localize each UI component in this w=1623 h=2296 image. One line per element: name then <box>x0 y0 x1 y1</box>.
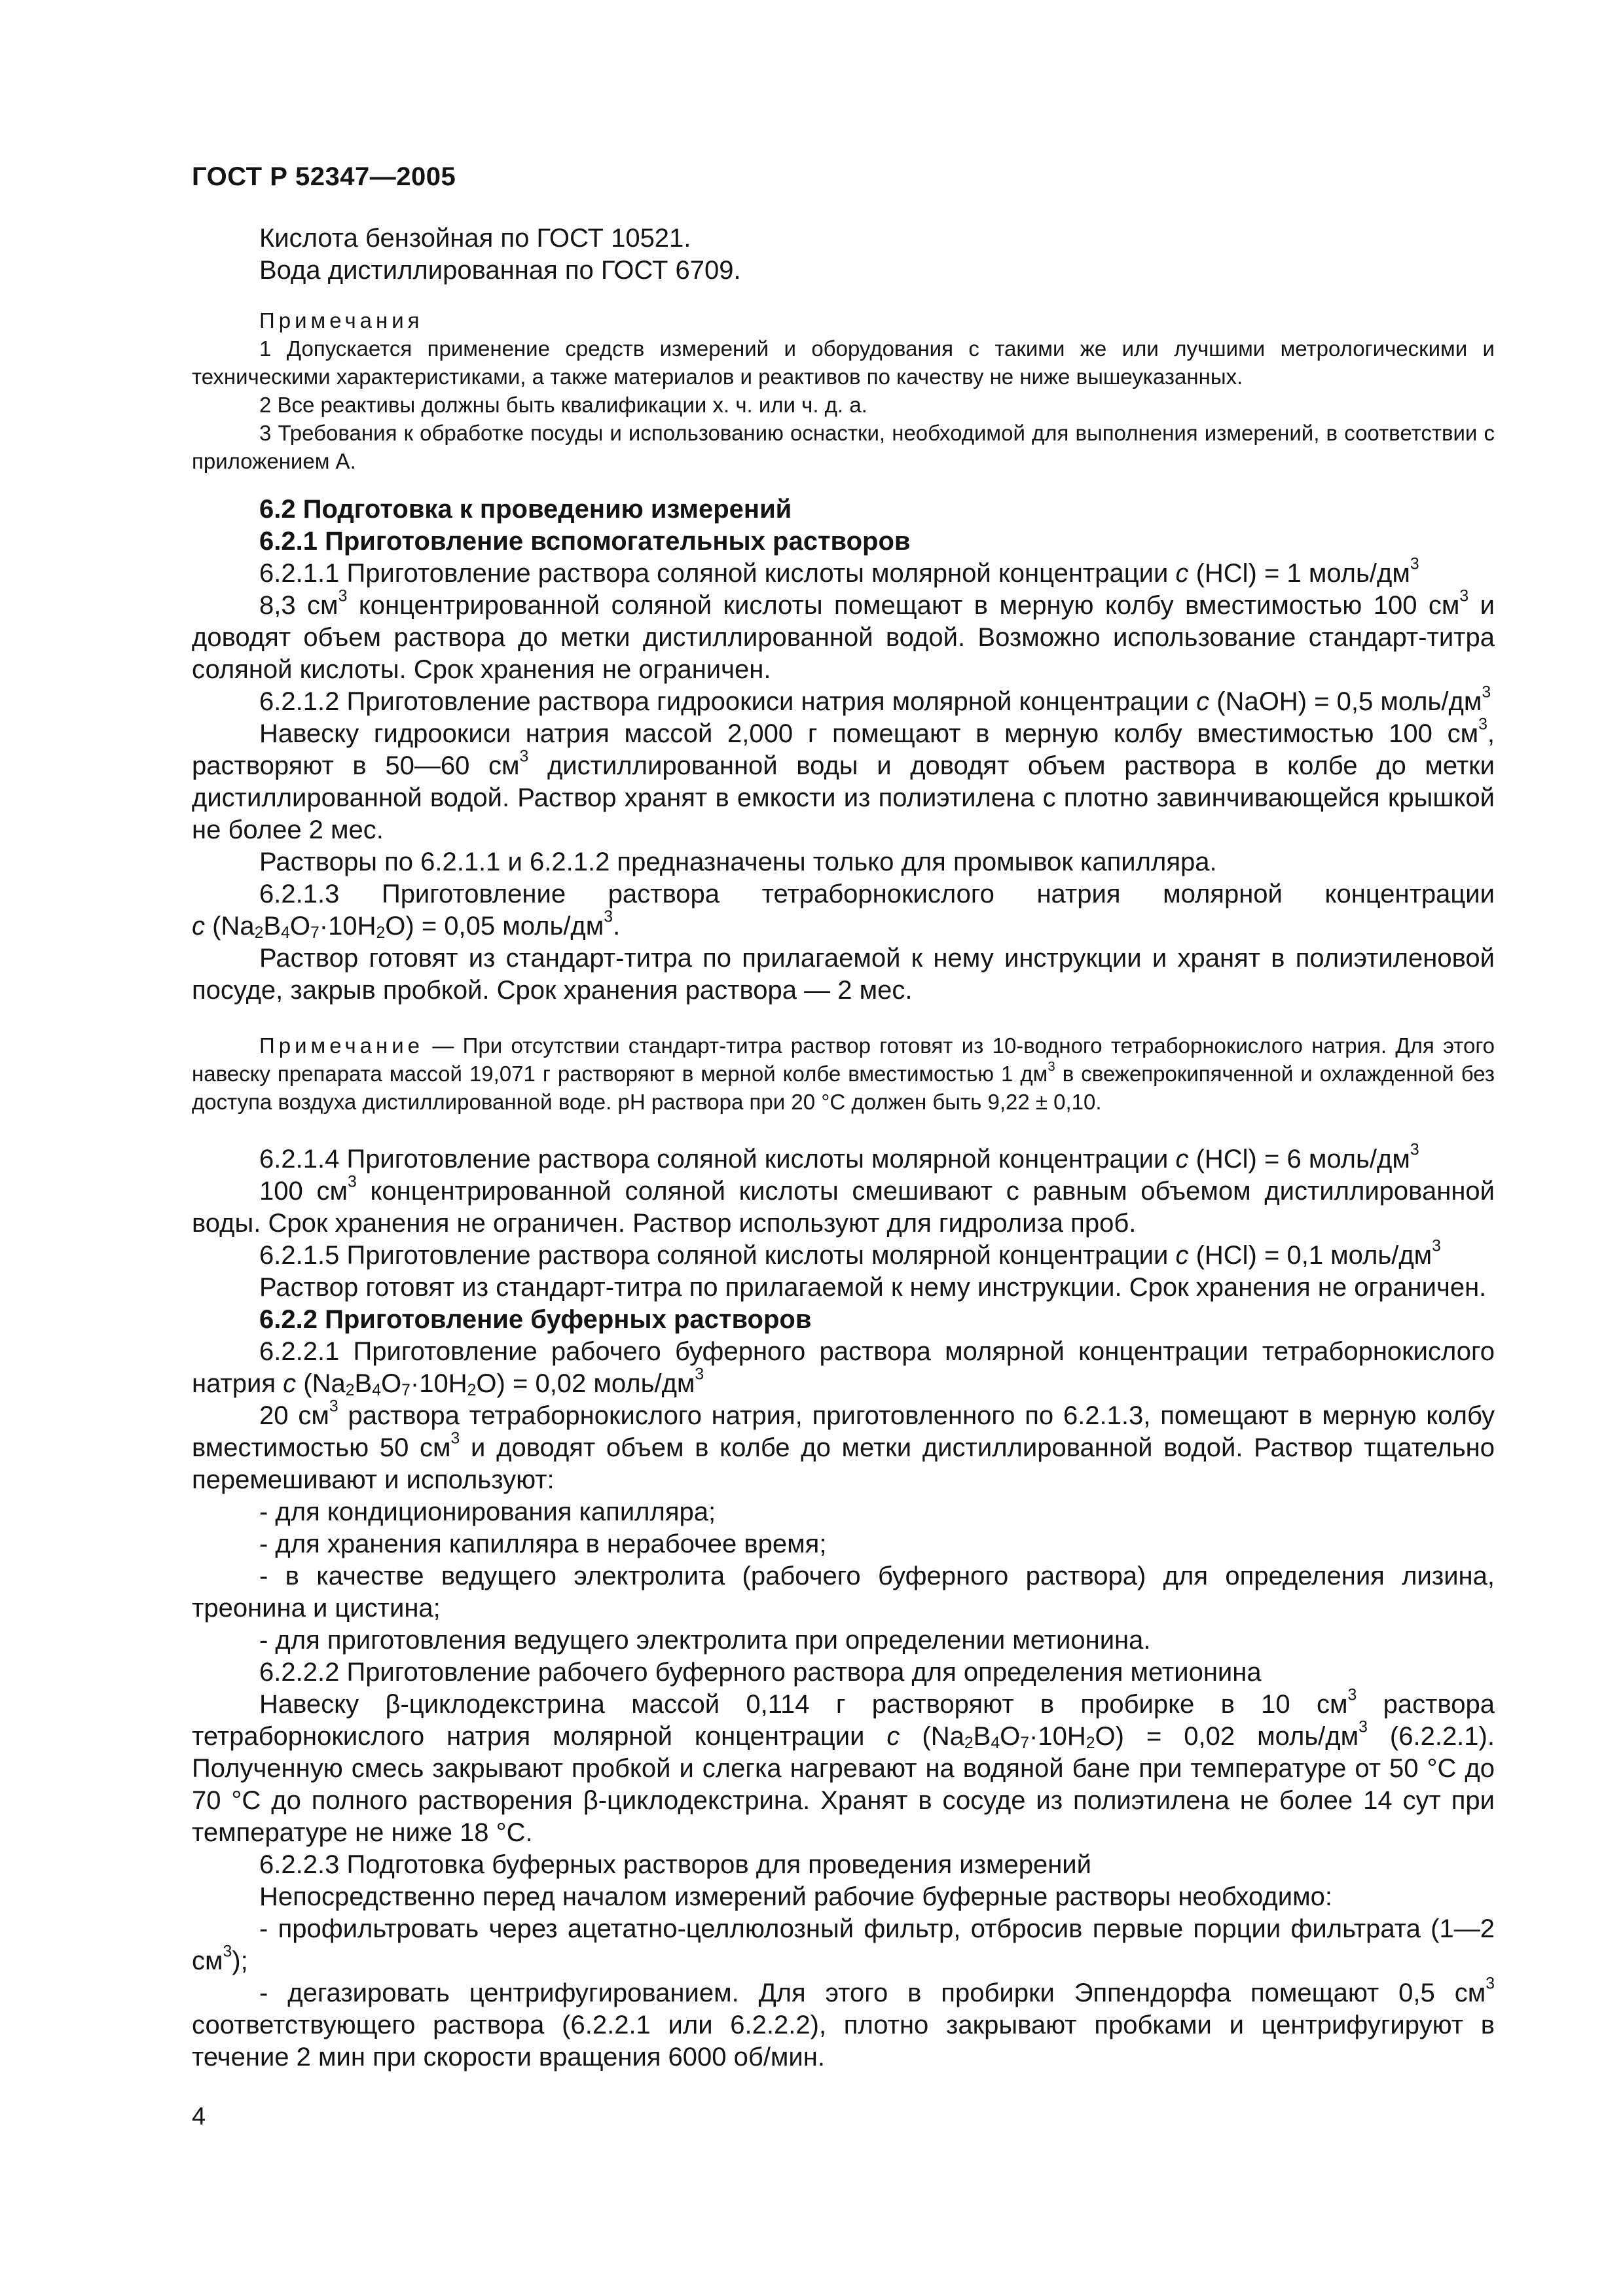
note-item-3: 3 Требования к обработке посуды и использованию оснастки, необходимой для выполнения измерений, в соответствии с приложением А. <box>192 421 1495 473</box>
clause-6-2-2-2-body: Навеску β-циклодекстрина массой 0,114 г растворяют в пробирке в 10 $см^3$ раствора тетраборнокислого натрия молярной концентрации c $(Na_2B_4O_7\cdot 10H_2O) = 0,02$ моль/$дм^3$ (6.2.2.1). Полученную смесь закрывают пробкой и слегка нагревают на водяной бане при температуре от 50 °C до 70 °C до полного растворения β-циклодекстрина. Хранят в сосуде из полиэтилена не более 14 сут при температуре не ниже 18 °C. <box>192 1686 1495 1847</box>
list-item: - профильтровать через ацетатно-целлюлозный фильтр, отбросив первые порции фильтрата (1—2 $см^3$); <box>192 1914 1495 1975</box>
document-header: ГОСТ Р 52347—2005 <box>192 162 456 191</box>
clause-6-2-1-4-title: 6.2.1.4 Приготовление раствора соляной кислоты молярной концентрации c (HCl) = 6 моль/$дм^3$ <box>259 1141 1419 1174</box>
page-body <box>192 223 1495 2073</box>
clause-6-2-1-3-formula: c $(Na_2B_4O_7\cdot 10H_2O) = 0,05$ моль/$дм^3$. <box>192 908 621 942</box>
reagent-benzoic-acid: Кислота бензойная по ГОСТ 10521. <box>259 224 691 253</box>
list-item: - для хранения капилляра в нерабочее время; <box>259 1530 827 1558</box>
page-number: 4 <box>192 2103 206 2130</box>
note-item-1: 1 Допускается применение средств измерений и оборудования с такими же или лучшими метрологическими и техническими характеристиками, а также материалов и реактивов по качеству не ниже вышеуказанных. <box>192 336 1495 389</box>
clause-6-2-2-3-title: 6.2.2.3 Подготовка буферных растворов для проведения измерений <box>259 1850 1091 1879</box>
section-heading-6-2: 6.2 Подготовка к проведению измерений <box>259 495 792 524</box>
reagent-distilled-water: Вода дистиллированная по ГОСТ 6709. <box>259 256 741 285</box>
clause-6-2-1-5-body: Раствор готовят из стандарт-титра по прилагаемой к нему инструкции. Срок хранения не ограничен. <box>259 1273 1487 1302</box>
list-item: - дегазировать центрифугированием. Для этого в пробирки Эппендорфа помещают 0,5 $см^3$ соответствующего раствора (6.2.2.1 или 6.2.2.2), плотно закрывают пробками и центрифугируют в течение 2 мин при скорости вращения 6000 об/мин. <box>192 1975 1495 2072</box>
clause-6-2-2-1-body: 20 $см^3$ раствора тетраборнокислого натрия, приготовленного по 6.2.1.3, помещают в мерную колбу вместимостью 50 $см^3$ и доводят объем в колбе до метки дистиллированной водой. Раствор тщательно перемешивают и используют: <box>192 1397 1495 1494</box>
section-heading-6-2-1: 6.2.1 Приготовление вспомогательных растворов <box>259 527 911 556</box>
clause-6-2-2-1-title: 6.2.2.1 Приготовление рабочего буферного раствора молярной концентрации тетраборнокислого натрия c $(Na_2B_4O_7\cdot 10H_2O) = 0,02$ моль/$дм^3$ <box>192 1337 1495 1399</box>
clause-6-2-2-2-title: 6.2.2.2 Приготовление рабочего буферного раствора для определения метионина <box>259 1658 1262 1687</box>
clause-6-2-1-3-title: 6.2.1.3 Приготовление раствора тетраборнокислого натрия молярной концентрации <box>259 880 1495 908</box>
clause-6-2-1-2-title: 6.2.1.2 Приготовление раствора гидроокиси натрия молярной концентрации c (NaOH) = 0,5 моль/$дм^3$ <box>259 683 1491 716</box>
section-heading-6-2-2: 6.2.2 Приготовление буферных растворов <box>259 1305 812 1334</box>
note-tetraborate: Примечание — При отсутствии стандарт-титра раствор готовят из 10-водного тетраборнокислого натрия. Для этого навеску препарата массой 19,071 г растворяют в мерной колбе вместимостью 1 $дм^3$ в свежепрокипяченной и охлажденной без доступа воздуха дистиллированной воде. pH раствора при 20 °C должен быть 9,22 ± 0,10. <box>192 1033 1495 1114</box>
list-item: - в качестве ведущего электролита (рабочего буферного раствора) для определения лизина, треонина и цистина; <box>192 1562 1495 1623</box>
clause-6-2-1-2-body: Навеску гидроокиси натрия массой 2,000 г помещают в мерную колбу вместимостью 100 $см^3$, растворяют в 50—60 $см^3$ дистиллированной воды и доводят объем раствора в колбе до метки дистиллированной водой. Раствор хранят в емкости из полиэтилена с плотно завинчивающейся крышкой не более 2 мес. <box>192 715 1495 844</box>
notes-title: Примечания <box>259 308 424 332</box>
clause-6-2-2-3-intro: Непосредственно перед началом измерений рабочие буферные растворы необходимо: <box>259 1882 1332 1911</box>
clause-6-2-1-3-body: Раствор готовят из стандарт-титра по прилагаемой к нему инструкции и хранят в полиэтиленовой посуде, закрыв пробкой. Срок хранения раствора — 2 мес. <box>192 944 1495 1005</box>
clause-6-2-1-1-body: 8,3 $см^3$ концентрированной соляной кислоты помещают в мерную колбу вместимостью 100 $см^3$ и доводят объем раствора до метки дистиллированной водой. Возможно использование стандарт-титра соляной кислоты. Срок хранения не ограничен. <box>192 587 1495 684</box>
clause-6-2-1-4-body: 100 $см^3$ концентрированной соляной кислоты смешивают с равным объемом дистиллированной воды. Срок хранения не ограничен. Раствор используют для гидролиза проб. <box>192 1173 1495 1238</box>
clause-6-2-1-2-purpose: Растворы по 6.2.1.1 и 6.2.1.2 предназначены только для промывок капилляра. <box>259 848 1217 876</box>
list-item: - для кондиционирования капилляра; <box>259 1498 716 1526</box>
clause-6-2-1-5-title: 6.2.1.5 Приготовление раствора соляной кислоты молярной концентрации c (HCl) = 0,1 моль/$дм^3$ <box>259 1237 1441 1270</box>
clause-6-2-1-1-title: 6.2.1.1 Приготовление раствора соляной кислоты молярной концентрации c (HCl) = 1 моль/$дм^3$ <box>259 555 1419 588</box>
list-item: - для приготовления ведущего электролита при определении метионина. <box>259 1626 1151 1655</box>
note-item-2: 2 Все реактивы должны быть квалификации х. ч. или ч. д. а. <box>259 393 867 417</box>
